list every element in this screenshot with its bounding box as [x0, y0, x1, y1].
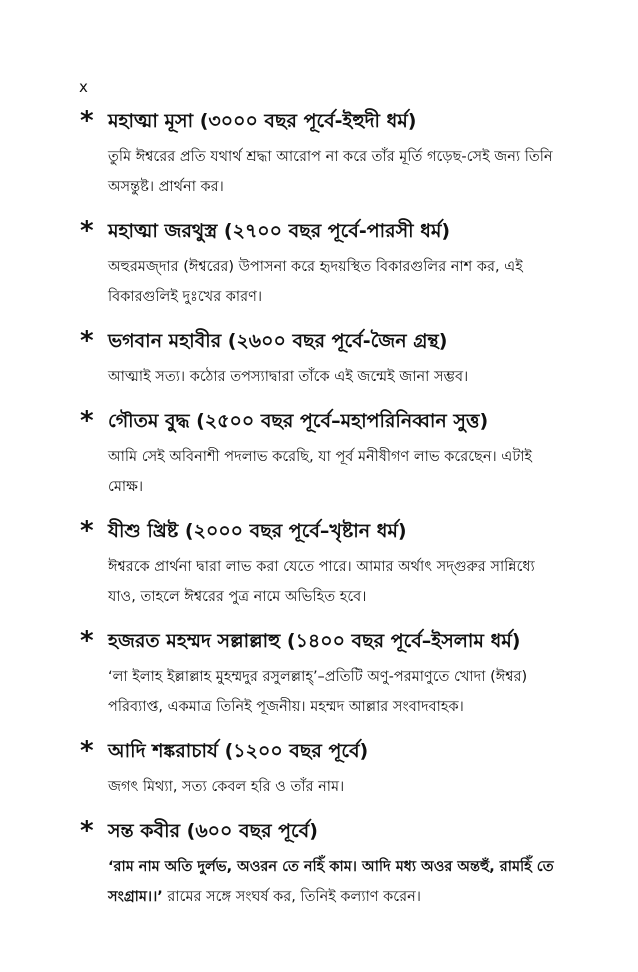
entry-kabir	[0, 816, 638, 912]
entry-heading: মহাত্মা জরথুস্ত্র (২৭০০ বছর পূর্বে-পারসী ধর্ম)	[108, 220, 451, 242]
entry-jesus	[0, 516, 638, 612]
bullet-icon: *	[80, 106, 94, 136]
entry-body: আত্মাই সত্য। কঠোর তপস্যাদ্বারা তাঁকে এই জন্মেই জানা সম্ভব।	[108, 369, 469, 385]
entry-body: অহুরমজ্দার (ঈশ্বরের) উপাসনা করে হৃদয়স্থিত বিকারগুলির নাশ কর, এই বিকারগুলিই দুঃখের কারণ।	[108, 259, 523, 305]
bullet-icon: *	[80, 326, 94, 356]
bullet-icon: *	[80, 736, 94, 766]
entry-zarathustra	[0, 216, 638, 312]
bullet-icon: *	[80, 816, 94, 846]
bullet-icon: *	[80, 406, 94, 436]
entry-body: আমি সেই অবিনাশী পদলাভ করেছি, যা পূর্ব মনীষীগণ লাভ করেছেন। এটাই মোক্ষ।	[108, 449, 532, 495]
entry-heading: সন্ত কবীর (৬০০ বছর পূর্বে)	[108, 820, 318, 842]
kabir-couplet: ‘রাম নাম অতি দুর্লভ, অওরন তে নহিঁ কাম। আদি মধ্য অওর অন্তহুঁ, রামহিঁ তে সংগ্রাম।।’	[108, 859, 554, 905]
entry-shankaracharya	[0, 736, 638, 802]
bullet-icon: *	[80, 516, 94, 546]
bullet-icon: *	[80, 216, 94, 246]
entry-body: জগৎ মিথ্যা, সত্য কেবল হরি ও তাঁর নাম।	[108, 779, 345, 795]
entry-heading: মহাত্মা মূসা (৩০০০ বছর পূর্বে-ইহুদী ধর্ম)	[108, 110, 417, 132]
entry-body: তুমি ঈশ্বরের প্রতি যথার্থ শ্রদ্ধা আরোপ না করে তাঁর মূর্তি গড়েছ-সেই জন্য তিনি অসন্তুষ্ট। প্রার্থনা কর।	[108, 149, 553, 195]
kabir-explanation: রামের সঙ্গে সংঘর্ষ কর, তিনিই কল্যাণ করেন।	[162, 889, 421, 905]
quote-list	[0, 106, 638, 926]
entry-musa	[0, 106, 638, 202]
bullet-icon: *	[80, 626, 94, 656]
page-number: x	[79, 78, 88, 96]
entry-muhammad	[0, 626, 638, 722]
entry-heading: আদি শঙ্করাচার্য (১২০০ বছর পূর্বে)	[108, 740, 369, 762]
entry-heading: গৌতম বুদ্ধ (২৫০০ বছর পূর্বে–মহাপরিনিব্বান সুত্ত)	[108, 410, 489, 432]
entry-heading: হজরত মহম্মদ সল্লাল্লাহু (১৪০০ বছর পূর্বে–ইসলাম ধর্ম)	[108, 630, 521, 652]
entry-buddha	[0, 406, 638, 502]
entry-body: ‘লা ইলাহ ইল্লাল্লাহ মুহম্মদুর রসুলল্লাহ্’–প্রতিটি অণু-পরমাণুতে খোদা (ঈশ্বর) পরিব্যাপ্ত, একমাত্র তিনিই পূজনীয়। মহম্মদ আল্লার সংবাদবাহক।	[108, 669, 528, 715]
entry-body: ঈশ্বরকে প্রার্থনা দ্বারা লাভ করা যেতে পারে। আমার অর্থাৎ সদ্গুরুর সান্নিধ্যে যাও, তাহলে ঈশ্বরের পুত্র নামে অভিহিত হবে।	[108, 559, 535, 605]
entry-body	[108, 852, 558, 912]
entry-heading: যীশু খ্রিষ্ট (২০০০ বছর পূর্বে–খৃষ্টান ধর্ম)	[108, 520, 407, 542]
entry-mahavir	[0, 326, 638, 392]
entry-heading: ভগবান মহাবীর (২৬০০ বছর পূর্বে-জৈন গ্রন্থ)	[108, 330, 448, 352]
